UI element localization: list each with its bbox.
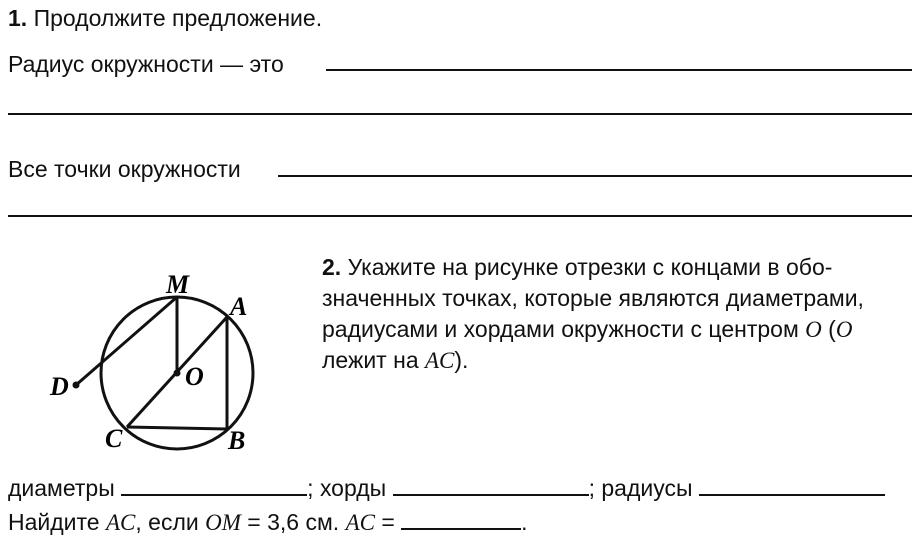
task2-close: ). xyxy=(454,347,469,373)
circle-figure xyxy=(0,255,310,465)
ac-answer-blank[interactable] xyxy=(401,508,521,530)
label-o: O xyxy=(185,362,204,391)
answer-line-1b[interactable] xyxy=(8,113,912,115)
answers-row xyxy=(8,474,885,502)
task1-number: 1. xyxy=(8,5,28,31)
answer-line-2a[interactable] xyxy=(278,175,912,177)
task1-heading xyxy=(8,4,322,32)
answer-line-2b[interactable] xyxy=(8,215,912,217)
chords-label: хорды xyxy=(319,475,387,501)
label-m: M xyxy=(166,270,190,299)
find-var-ac2: AC xyxy=(345,510,375,535)
find-eq2: = xyxy=(374,509,402,535)
find-var-om: OM xyxy=(205,510,241,535)
task2-number: 2. xyxy=(322,254,342,280)
radii-blank[interactable] xyxy=(699,474,885,496)
task2-var-ac: AC xyxy=(425,348,455,373)
sep-1: ; xyxy=(307,475,314,501)
label-d: D xyxy=(50,372,69,401)
diameters-label: диаметры xyxy=(8,475,115,501)
sep-2: ; xyxy=(588,475,595,501)
task2-text-line3: радиусами и хордами окружности с центром xyxy=(322,316,806,342)
task2-text-line2: значенных точках, которые являются диаметрами, xyxy=(322,285,864,311)
find-mid: , если xyxy=(135,509,206,535)
label-b: B xyxy=(228,426,246,455)
task2-var-o1: O xyxy=(805,317,822,342)
point-d xyxy=(73,382,80,389)
segment-md xyxy=(76,297,177,385)
label-a: A xyxy=(230,292,248,321)
task2-paren: ( xyxy=(821,316,836,342)
find-eq1: = 3,6 см. xyxy=(240,509,346,535)
task1-line2-text: Все точки окружности xyxy=(8,156,241,182)
radii-label: радиусы xyxy=(601,475,693,501)
label-c: C xyxy=(105,424,123,453)
task1-title: Продолжите предложение. xyxy=(33,5,323,31)
task2-text-line1: Укажите на рисунке отрезки с концами в обо- xyxy=(347,254,833,280)
segment-cb xyxy=(127,427,227,429)
diameters-blank[interactable] xyxy=(121,474,307,496)
task2-var-o2: O xyxy=(835,317,853,342)
task2-text-line4: лежит на xyxy=(322,347,425,373)
find-row xyxy=(8,508,528,537)
answer-line-1a[interactable] xyxy=(326,69,912,71)
task2-text xyxy=(322,252,918,376)
task1-line1-text: Радиус окружности — это xyxy=(8,51,284,77)
point-o xyxy=(174,370,181,377)
chords-blank[interactable] xyxy=(393,474,589,496)
find-var-ac: AC xyxy=(105,510,136,535)
find-end: . xyxy=(521,509,528,535)
find-prefix: Найдите xyxy=(8,509,106,535)
